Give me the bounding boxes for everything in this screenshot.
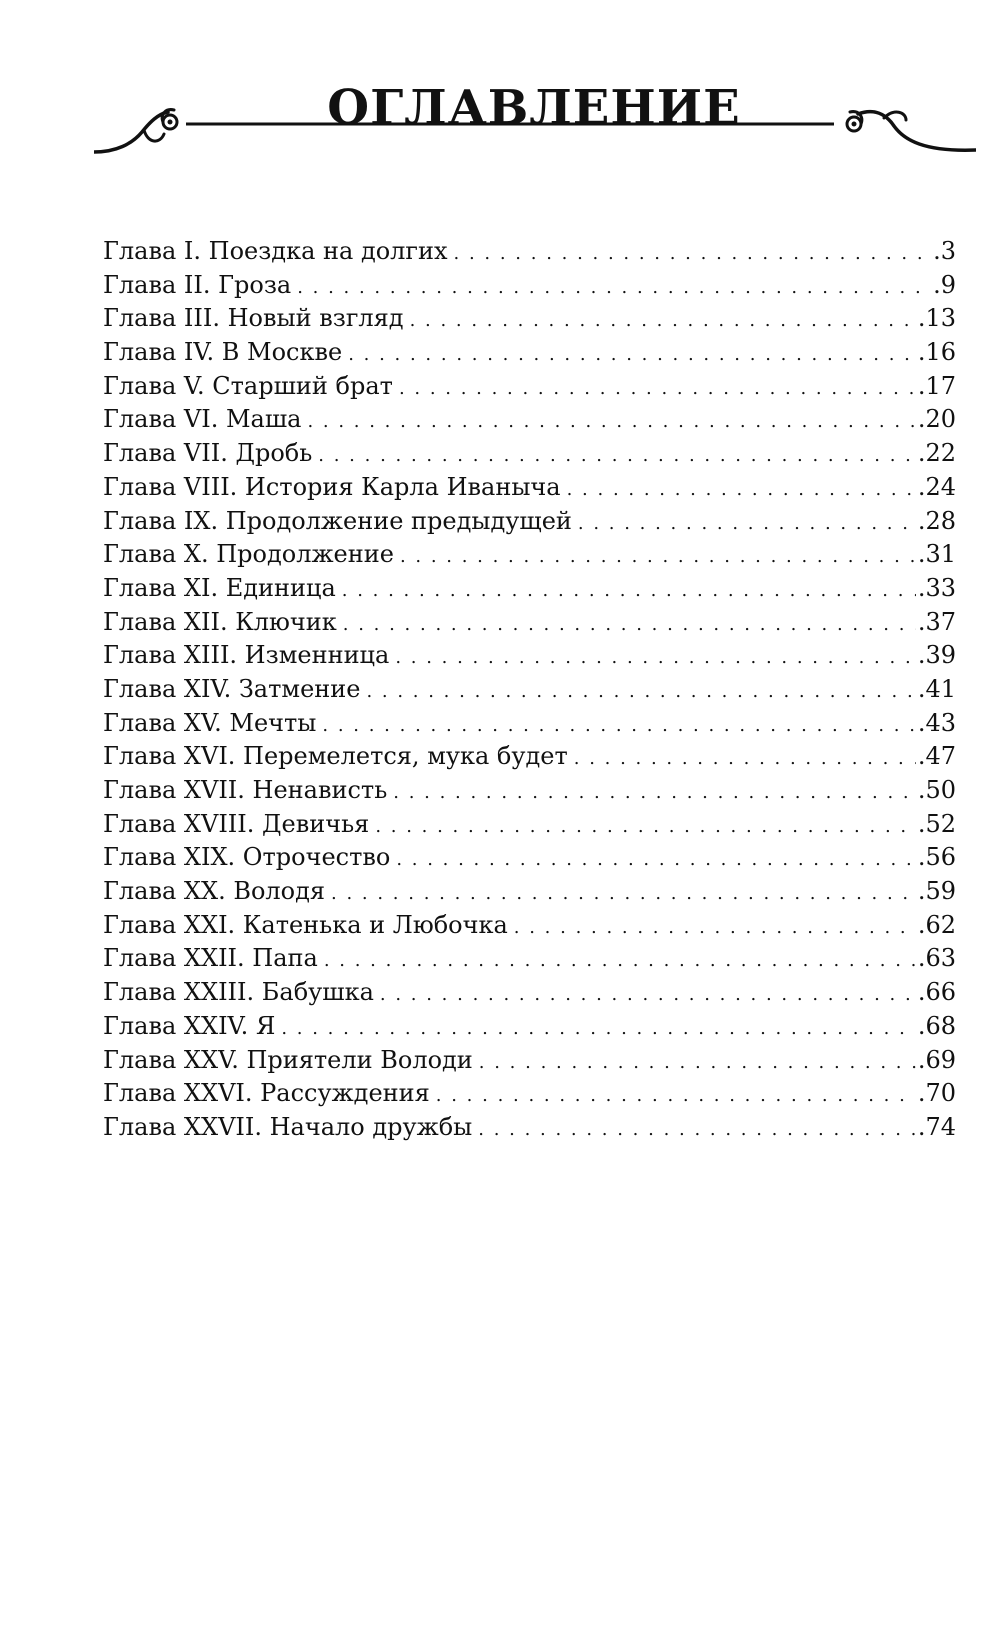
toc-dot-leader <box>578 507 916 541</box>
toc-entry <box>103 841 956 875</box>
toc-entry-label: Глава XXIII. Бабушка <box>103 978 374 1007</box>
toc-entry-page-number: .9 <box>933 270 956 299</box>
toc-entry-label: Глава XXVI. Рассуждения <box>103 1079 430 1108</box>
toc-entry <box>103 269 956 303</box>
toc-entry <box>103 740 956 774</box>
toc-entry-page-number: .62 <box>917 910 956 939</box>
toc-dot-leader <box>410 304 916 338</box>
toc-entry-label: Глава XIX. Отрочество <box>103 843 391 872</box>
toc-entry <box>103 538 956 572</box>
toc-dot-leader <box>324 944 916 978</box>
toc-entry <box>103 1111 956 1145</box>
toc-dot-leader <box>399 372 916 406</box>
toc-entry-page-number: .16 <box>917 338 956 367</box>
toc-entry <box>103 437 956 471</box>
toc-entry-label: Глава XXV. Приятели Володи <box>103 1045 473 1074</box>
toc-entry-page-number: .33 <box>917 573 956 602</box>
toc-entry-page-number: .68 <box>917 1011 956 1040</box>
toc-entry-label: Глава III. Новый взгляд <box>103 304 404 333</box>
toc-entry-page-number: .22 <box>917 439 956 468</box>
toc-entry <box>103 774 956 808</box>
toc-dot-leader <box>436 1079 916 1113</box>
toc-entry-label: Глава XXVII. Начало дружбы <box>103 1112 473 1141</box>
toc-dot-leader <box>297 271 931 305</box>
toc-entry-page-number: .37 <box>917 607 956 636</box>
toc-entry-page-number: .47 <box>917 742 956 771</box>
toc-entry-label: Глава X. Продолжение <box>103 540 394 569</box>
toc-dot-leader <box>567 473 916 507</box>
toc-dot-leader <box>396 843 916 877</box>
toc-entry-page-number: .59 <box>917 877 956 906</box>
toc-entry-page-number: .17 <box>917 371 956 400</box>
toc-entry-page-number: .41 <box>917 674 956 703</box>
toc-entry <box>103 673 956 707</box>
toc-entry <box>103 336 956 370</box>
toc-entry-label: Глава VIII. История Карла Иваныча <box>103 472 561 501</box>
toc-entry-label: Глава XVIII. Девичья <box>103 809 370 838</box>
toc-dot-leader <box>478 1113 916 1147</box>
toc-dot-leader <box>348 338 916 372</box>
toc-entry-label: Глава II. Гроза <box>103 270 292 299</box>
toc-entry-label: Глава XV. Мечты <box>103 708 317 737</box>
ornamental-divider <box>94 100 976 170</box>
toc-entry <box>103 572 956 606</box>
toc-entry-page-number: .74 <box>917 1112 956 1141</box>
toc-dot-leader <box>375 810 916 844</box>
toc-dot-leader <box>322 709 915 743</box>
toc-entry-label: Глава XXI. Катенька и Любочка <box>103 910 508 939</box>
toc-dot-leader <box>400 540 916 574</box>
toc-dot-leader <box>342 574 916 608</box>
toc-entry-label: Глава XII. Ключик <box>103 607 337 636</box>
toc-entry <box>103 606 956 640</box>
toc-entry-label: Глава IV. В Москве <box>103 338 343 367</box>
toc-entry-label: Глава XIII. Изменница <box>103 641 390 670</box>
toc-entry-label: Глава VI. Маша <box>103 405 302 434</box>
toc-entry-label: Глава XX. Володя <box>103 877 326 906</box>
toc-dot-leader <box>343 608 916 642</box>
toc-entry <box>103 1077 956 1111</box>
toc-entry-label: Глава XIV. Затмение <box>103 674 361 703</box>
toc-dot-leader <box>393 776 916 810</box>
toc-entry-page-number: .13 <box>917 304 956 333</box>
toc-entry-page-number: .31 <box>917 540 956 569</box>
toc-dot-leader <box>454 237 932 271</box>
toc-entry <box>103 471 956 505</box>
toc-entry <box>103 1010 956 1044</box>
toc-dot-leader <box>366 675 915 709</box>
toc-entry-page-number: .52 <box>917 809 956 838</box>
toc-dot-leader <box>307 405 915 439</box>
toc-dot-leader <box>574 742 916 776</box>
toc-entry-page-number: .3 <box>933 237 956 265</box>
page-title: ОГЛАВЛЕНИЕ <box>327 80 741 137</box>
toc-entry <box>103 909 956 943</box>
toc-entry-page-number: .24 <box>917 472 956 501</box>
toc-entry-page-number: .70 <box>917 1079 956 1108</box>
toc-dot-leader <box>514 911 916 945</box>
toc-entry-label: Глава VII. Дробь <box>103 439 313 468</box>
toc-entry-label: Глава I. Поездка на долгих <box>103 237 448 265</box>
toc-entry-page-number: .39 <box>917 641 956 670</box>
toc-entry <box>103 235 956 269</box>
toc-entry <box>103 942 956 976</box>
toc-entry-label: Глава V. Старший брат <box>103 371 393 400</box>
toc-entry-page-number: .43 <box>917 708 956 737</box>
table-of-contents <box>103 235 956 1145</box>
toc-entry <box>103 403 956 437</box>
toc-entry-label: Глава XXIV. Я <box>103 1011 276 1040</box>
toc-entry-label: Глава XXII. Папа <box>103 944 318 973</box>
toc-entry-label: Глава IX. Продолжение предыдущей <box>103 506 572 535</box>
toc-entry <box>103 976 956 1010</box>
toc-entry <box>103 1044 956 1078</box>
toc-dot-leader <box>479 1046 916 1080</box>
toc-entry-page-number: .63 <box>917 944 956 973</box>
toc-entry-page-number: .28 <box>917 506 956 535</box>
toc-dot-leader <box>380 978 916 1012</box>
toc-entry-page-number: .20 <box>917 405 956 434</box>
toc-entry-label: Глава XI. Единица <box>103 573 336 602</box>
toc-entry-page-number: .56 <box>917 843 956 872</box>
toc-entry <box>103 707 956 741</box>
toc-entry <box>103 505 956 539</box>
toc-entry <box>103 808 956 842</box>
toc-dot-leader <box>318 439 916 473</box>
toc-dot-leader <box>281 1012 916 1046</box>
toc-entry <box>103 370 956 404</box>
left-flourish-icon <box>94 110 177 152</box>
toc-dot-leader <box>331 877 916 911</box>
toc-entry-page-number: .50 <box>917 776 956 804</box>
toc-entry-label: Глава XVI. Перемелется, мука будет <box>103 742 568 771</box>
toc-entry-page-number: .66 <box>917 978 956 1007</box>
toc-dot-leader <box>395 641 916 675</box>
toc-entry-page-number: .69 <box>917 1045 956 1074</box>
toc-entry <box>103 875 956 909</box>
toc-entry <box>103 639 956 673</box>
right-flourish-icon <box>847 112 976 151</box>
toc-entry <box>103 302 956 336</box>
toc-entry-label: Глава XVII. Ненависть <box>103 776 388 804</box>
